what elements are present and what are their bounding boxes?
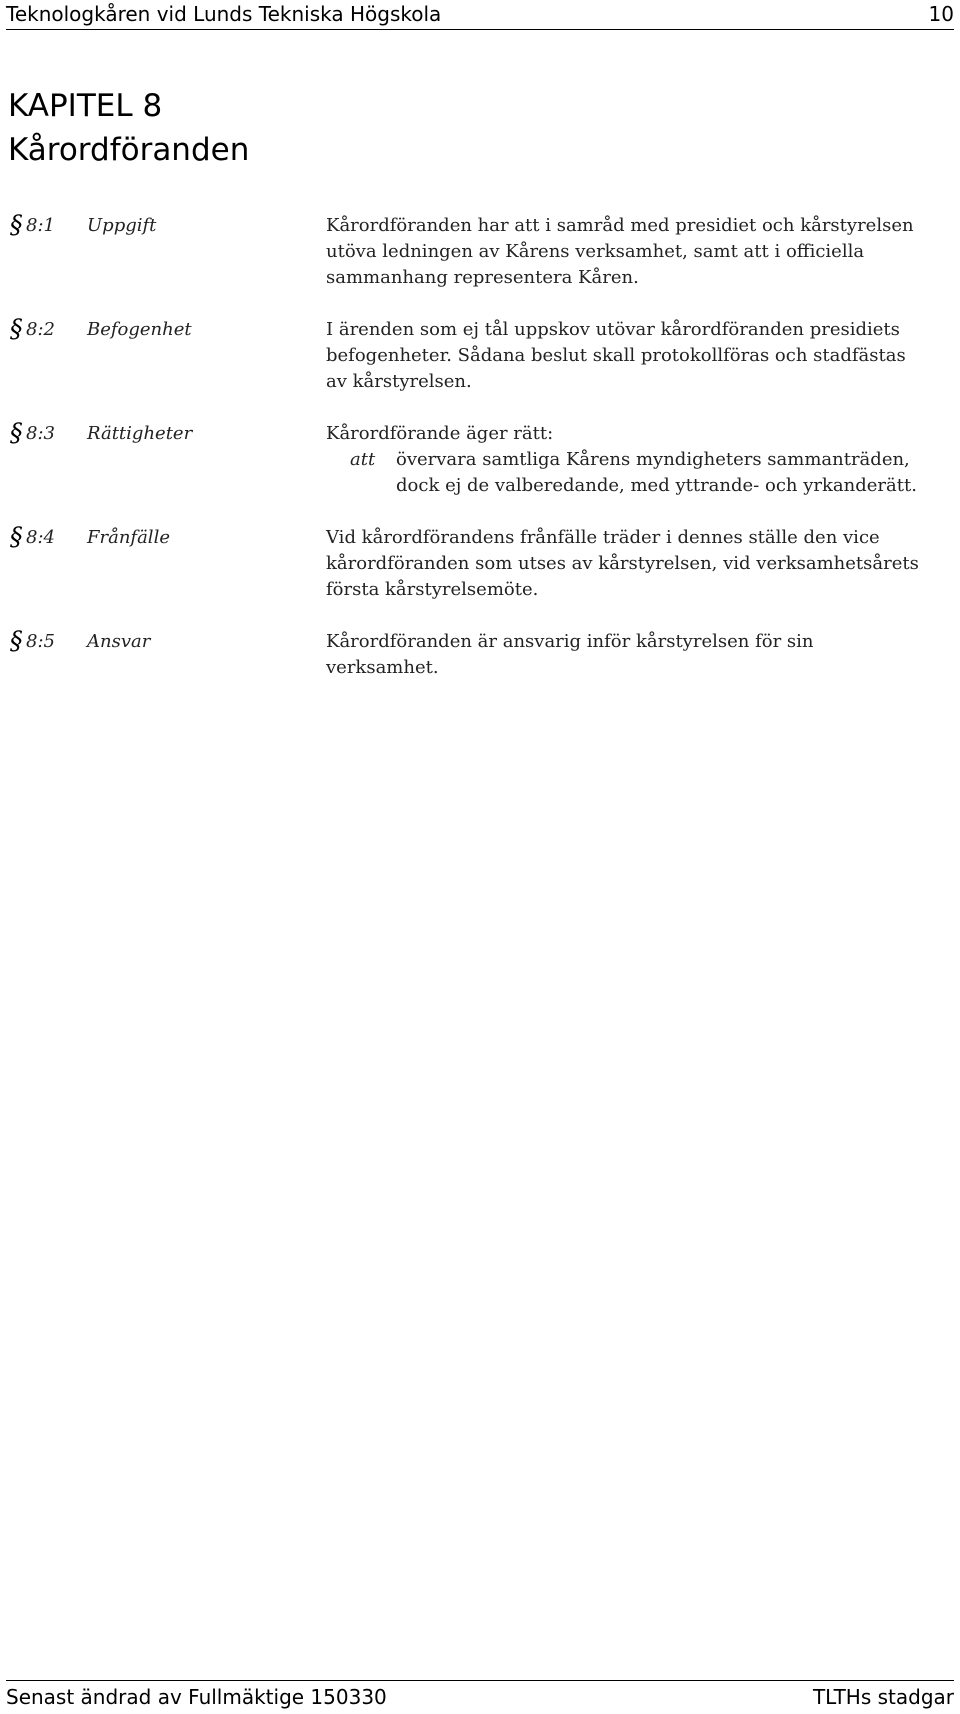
- section-text: Kårordföranden är ansvarig inför kårstyrelsen för sin verksamhet.: [326, 631, 814, 678]
- section-symbol: §: [10, 418, 23, 447]
- section-number: 8:3: [26, 423, 55, 444]
- section-title: Befogenhet: [87, 319, 192, 340]
- chapter-label: KAPITEL 8: [8, 88, 163, 124]
- section-8-1: [0, 210, 960, 291]
- section-symbol: §: [10, 522, 23, 551]
- section-text: Kårordförande äger rätt:: [326, 423, 554, 444]
- section-symbol: §: [10, 626, 23, 655]
- section-body: [326, 421, 926, 499]
- footer-last-changed: Senast ändrad av Fullmäktige 150330: [6, 1685, 387, 1709]
- page-footer: [6, 1682, 954, 1712]
- section-title: Frånfälle: [87, 527, 170, 548]
- section-number: 8:4: [26, 527, 55, 548]
- header-rule: [6, 29, 954, 30]
- footer-rule: [6, 1680, 954, 1681]
- page-header: [6, 0, 954, 28]
- section-title: Ansvar: [87, 631, 151, 652]
- section-title: Rättigheter: [87, 423, 193, 444]
- section-title: Uppgift: [87, 215, 157, 236]
- section-8-3: [0, 418, 960, 499]
- page-number: 10: [928, 2, 954, 26]
- section-symbol: §: [10, 314, 23, 343]
- section-8-2: [0, 314, 960, 395]
- section-8-4: [0, 522, 960, 603]
- chapter-heading: [8, 84, 249, 172]
- sub-clause-label: att: [350, 449, 376, 470]
- section-8-5: [0, 626, 960, 681]
- section-text: I ärenden som ej tål uppskov utövar kårordföranden presidiets befogenheter. Sådana beslut skall protokollföras och stadfästas av kårstyrelsen.: [326, 319, 906, 392]
- footer-document-name: TLTHs stadgar: [812, 1685, 954, 1709]
- sub-clause-text: övervara samtliga Kårens myndigheters sammanträden, dock ej de valberedande, med yttrande- och yrkanderätt.: [396, 449, 917, 496]
- section-number: 8:1: [26, 215, 55, 236]
- section-text: Kårordföranden har att i samråd med presidiet och kårstyrelsen utöva ledningen av Kårens verksamhet, samt att i officiella sammanhang representera Kåren.: [326, 215, 914, 288]
- section-number: 8:2: [26, 319, 55, 340]
- sub-clause: [350, 447, 926, 499]
- section-text: Vid kårordförandens frånfälle träder i dennes ställe den vice kårordföranden som utses av kårstyrelsen, vid verksamhetsårets första kårstyrelsemöte.: [326, 527, 919, 600]
- chapter-title: Kårordföranden: [8, 132, 250, 168]
- header-organization: Teknologkåren vid Lunds Tekniska Högskola: [6, 2, 442, 26]
- sections-list: [0, 210, 960, 707]
- section-symbol: §: [10, 210, 23, 239]
- section-number: 8:5: [26, 631, 55, 652]
